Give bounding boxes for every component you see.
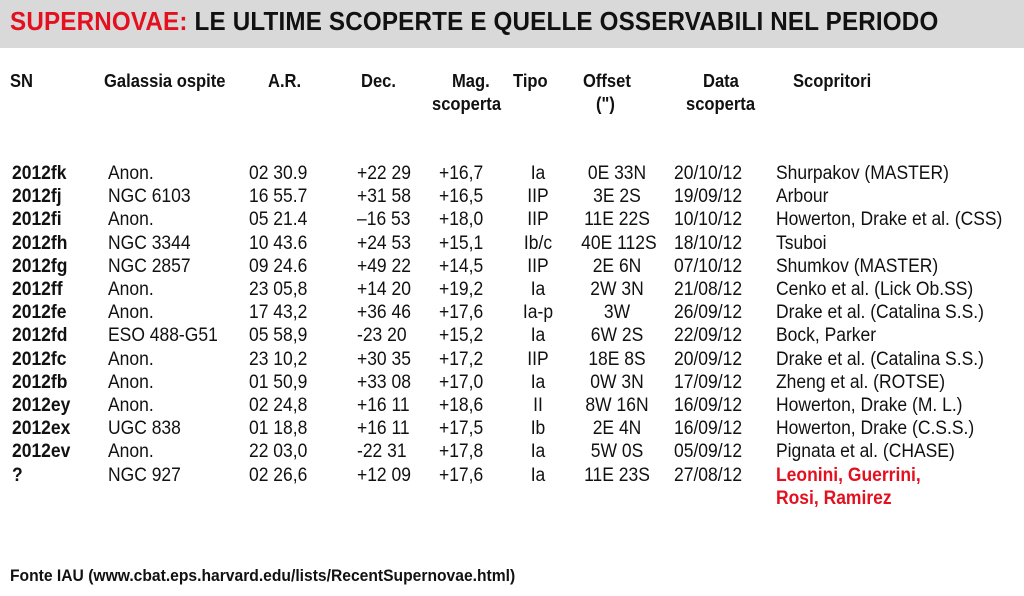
cell-dec: +33 08 (357, 371, 411, 393)
cell-disc: Bock, Parker (776, 325, 877, 347)
title-rest: LE ULTIME SCOPERTE E QUELLE OSSERVABILI NEL PERIODO (194, 6, 939, 36)
cell-sn: 2012ev (12, 441, 71, 463)
cell-type: Ib/c (523, 232, 553, 254)
cell-disc: Shumkov (MASTER) (776, 255, 939, 277)
cell-dec: +31 58 (357, 186, 411, 208)
cell-disc: Tsuboi (776, 232, 827, 254)
header-offset: Offset (583, 71, 631, 91)
cell-mag: +17,6 (439, 464, 484, 486)
cell-offset: 0W 3N (590, 371, 644, 393)
cell-ra: 23 05,8 (249, 279, 308, 300)
cell-mag: +18,0 (439, 209, 484, 231)
cell-sn: 2012fb (12, 371, 68, 393)
cell-host: NGC 3344 (108, 232, 191, 254)
cell-date: 10/10/12 (674, 209, 743, 231)
cell-sn: 2012fe (12, 302, 67, 324)
cell-host: Anon. (108, 441, 154, 463)
cell-offset: 2E 6N (592, 255, 642, 277)
cell-date: 26/09/12 (674, 302, 743, 324)
cell-disc: Cenko et al. (Lick Ob.SS) (776, 279, 974, 300)
cell-date: 18/10/12 (674, 232, 743, 254)
cell-type: II (533, 395, 543, 416)
cell-dec: +12 09 (357, 464, 411, 486)
cell-disc: Howerton, Drake et al. (CSS) (776, 209, 1003, 231)
cell-type: Ia (530, 325, 546, 347)
cell-mag: +16,7 (439, 163, 484, 184)
cell-host: NGC 6103 (108, 186, 191, 208)
cell-date: 16/09/12 (674, 418, 743, 440)
cell-type: IIP (527, 186, 549, 208)
table-row (0, 464, 1024, 509)
cell-disc: Shurpakov (MASTER) (776, 163, 949, 184)
cell-disc: Howerton, Drake (C.S.S.) (776, 418, 975, 440)
cell-disc-continued: Rosi, Ramirez (776, 487, 892, 509)
cell-host: Anon. (108, 395, 154, 416)
cell-ra: 01 50,9 (249, 371, 308, 393)
cell-host: Anon. (108, 279, 154, 300)
table-row (0, 208, 1024, 231)
cell-type: Ia (530, 464, 546, 486)
cell-date: 16/09/12 (674, 395, 743, 416)
cell-offset: 40E 112S (581, 232, 657, 254)
cell-mag: +17,5 (439, 418, 484, 440)
cell-ra: 05 58,9 (249, 325, 308, 347)
cell-date: 20/09/12 (674, 348, 743, 370)
cell-date: 27/08/12 (674, 464, 743, 486)
cell-disc: Leonini, Guerrini, (776, 464, 921, 486)
table-row (0, 417, 1024, 440)
header-mag: Mag. (452, 71, 490, 91)
cell-mag: +17,0 (439, 371, 484, 393)
cell-host: Anon. (108, 209, 154, 231)
cell-dec: +16 11 (357, 418, 410, 440)
cell-host: Anon. (108, 302, 154, 324)
cell-disc: Zheng et al. (ROTSE) (776, 371, 946, 393)
cell-offset: 11E 22S (584, 209, 650, 231)
header-type: Tipo (513, 71, 548, 91)
cell-dec: -23 20 (357, 325, 407, 347)
cell-sn: 2012ex (12, 418, 71, 440)
cell-dec: +14 20 (357, 279, 411, 300)
cell-offset: 3W (603, 302, 631, 324)
cell-date: 22/09/12 (674, 325, 743, 347)
source-footer: Fonte IAU (www.cbat.eps.harvard.edu/lists/RecentSupernovae.html) (10, 566, 516, 585)
cell-sn: 2012fg (12, 255, 68, 277)
cell-mag: +14,5 (439, 255, 484, 277)
cell-dec: +30 35 (357, 348, 411, 370)
cell-sn: 2012fj (12, 186, 62, 208)
cell-ra: 10 43.6 (249, 232, 308, 254)
cell-dec: +49 22 (357, 255, 411, 277)
table-row (0, 440, 1024, 463)
cell-dec: –16 53 (357, 209, 411, 231)
cell-ra: 01 18,8 (249, 418, 308, 440)
cell-disc: Howerton, Drake (M. L.) (776, 395, 963, 416)
header-date-sub: scoperta (686, 94, 756, 114)
cell-type: Ia (530, 279, 546, 300)
cell-ra: 05 21.4 (249, 209, 308, 231)
cell-date: 20/10/12 (674, 163, 743, 184)
title-bar (0, 0, 1024, 48)
cell-sn: 2012fk (12, 163, 67, 184)
cell-offset: 6W 2S (590, 325, 644, 347)
cell-ra: 23 10,2 (249, 348, 308, 370)
cell-host: Anon. (108, 348, 154, 370)
cell-dec: +22 29 (357, 163, 411, 184)
header-sn: SN (10, 71, 34, 91)
cell-ra: 02 30.9 (249, 163, 308, 184)
cell-ra: 02 26,6 (249, 464, 308, 486)
cell-type: Ia (530, 371, 546, 393)
cell-host: ESO 488-G51 (108, 325, 218, 347)
cell-mag: +19,2 (439, 279, 484, 300)
cell-ra: 09 24.6 (249, 255, 308, 277)
cell-type: IIP (527, 255, 549, 277)
table-row (0, 162, 1024, 185)
cell-sn: 2012fh (12, 232, 68, 254)
cell-ra: 16 55.7 (249, 186, 308, 208)
table-row (0, 185, 1024, 208)
header-discoverers: Scopritori (793, 71, 872, 91)
cell-offset: 11E 23S (584, 464, 650, 486)
cell-ra: 17 43,2 (249, 302, 308, 324)
cell-host: UGC 838 (108, 418, 181, 440)
page-title (10, 6, 938, 37)
cell-dec: +16 11 (357, 395, 410, 416)
cell-ra: 22 03,0 (249, 441, 308, 463)
cell-dec: +24 53 (357, 232, 411, 254)
cell-sn: 2012fi (12, 209, 62, 231)
cell-type: Ib (530, 418, 546, 440)
table-row (0, 348, 1024, 371)
cell-disc: Drake et al. (Catalina S.S.) (776, 302, 984, 324)
cell-mag: +17,8 (439, 441, 484, 463)
cell-disc: Arbour (776, 186, 829, 208)
cell-date: 07/10/12 (674, 255, 743, 277)
header-dec: Dec. (361, 71, 396, 91)
table-row (0, 255, 1024, 278)
cell-dec: +36 46 (357, 302, 411, 324)
cell-type: IIP (527, 348, 549, 370)
table-row (0, 324, 1024, 347)
cell-ra: 02 24,8 (249, 395, 308, 416)
cell-offset: 3E 2S (593, 186, 641, 208)
cell-host: Anon. (108, 163, 154, 184)
cell-mag: +18,6 (439, 395, 484, 416)
header-host: Galassia ospite (104, 71, 226, 91)
cell-type: Ia (530, 163, 546, 184)
cell-date: 21/08/12 (674, 279, 743, 300)
cell-dec: -22 31 (357, 441, 407, 463)
header-mag-sub: scoperta (432, 94, 502, 114)
cell-offset: 18E 8S (588, 348, 646, 370)
cell-mag: +15,1 (439, 232, 484, 254)
cell-sn: ? (12, 464, 23, 486)
cell-sn: 2012ey (12, 395, 71, 416)
cell-mag: +15,2 (439, 325, 484, 347)
cell-disc: Drake et al. (Catalina S.S.) (776, 348, 984, 370)
cell-sn: 2012fc (12, 348, 67, 370)
cell-date: 05/09/12 (674, 441, 743, 463)
cell-sn: 2012fd (12, 325, 68, 347)
cell-sn: 2012ff (12, 279, 63, 300)
cell-date: 19/09/12 (674, 186, 743, 208)
cell-date: 17/09/12 (674, 371, 743, 393)
cell-type: IIP (527, 209, 549, 231)
header-ra: A.R. (268, 71, 302, 91)
cell-disc: Pignata et al. (CHASE) (776, 441, 955, 463)
cell-offset: 5W 0S (590, 441, 644, 463)
table-row (0, 394, 1024, 417)
cell-offset: 8W 16N (585, 395, 649, 416)
table-row (0, 371, 1024, 394)
table-row (0, 278, 1024, 301)
cell-type: Ia-p (522, 302, 554, 324)
cell-host: NGC 2857 (108, 255, 191, 277)
cell-offset: 0E 33N (587, 163, 647, 184)
cell-mag: +17,6 (439, 302, 484, 324)
cell-offset: 2W 3N (590, 279, 644, 300)
table-row (0, 232, 1024, 255)
cell-host: Anon. (108, 371, 154, 393)
header-date: Data (703, 71, 739, 91)
table-row (0, 301, 1024, 324)
cell-mag: +17,2 (439, 348, 484, 370)
title-accent: SUPERNOVAE: (10, 6, 188, 36)
cell-host: NGC 927 (108, 464, 181, 486)
cell-offset: 2E 4N (592, 418, 642, 440)
cell-type: Ia (530, 441, 546, 463)
header-offset-unit: (") (596, 94, 615, 114)
cell-mag: +16,5 (439, 186, 484, 208)
